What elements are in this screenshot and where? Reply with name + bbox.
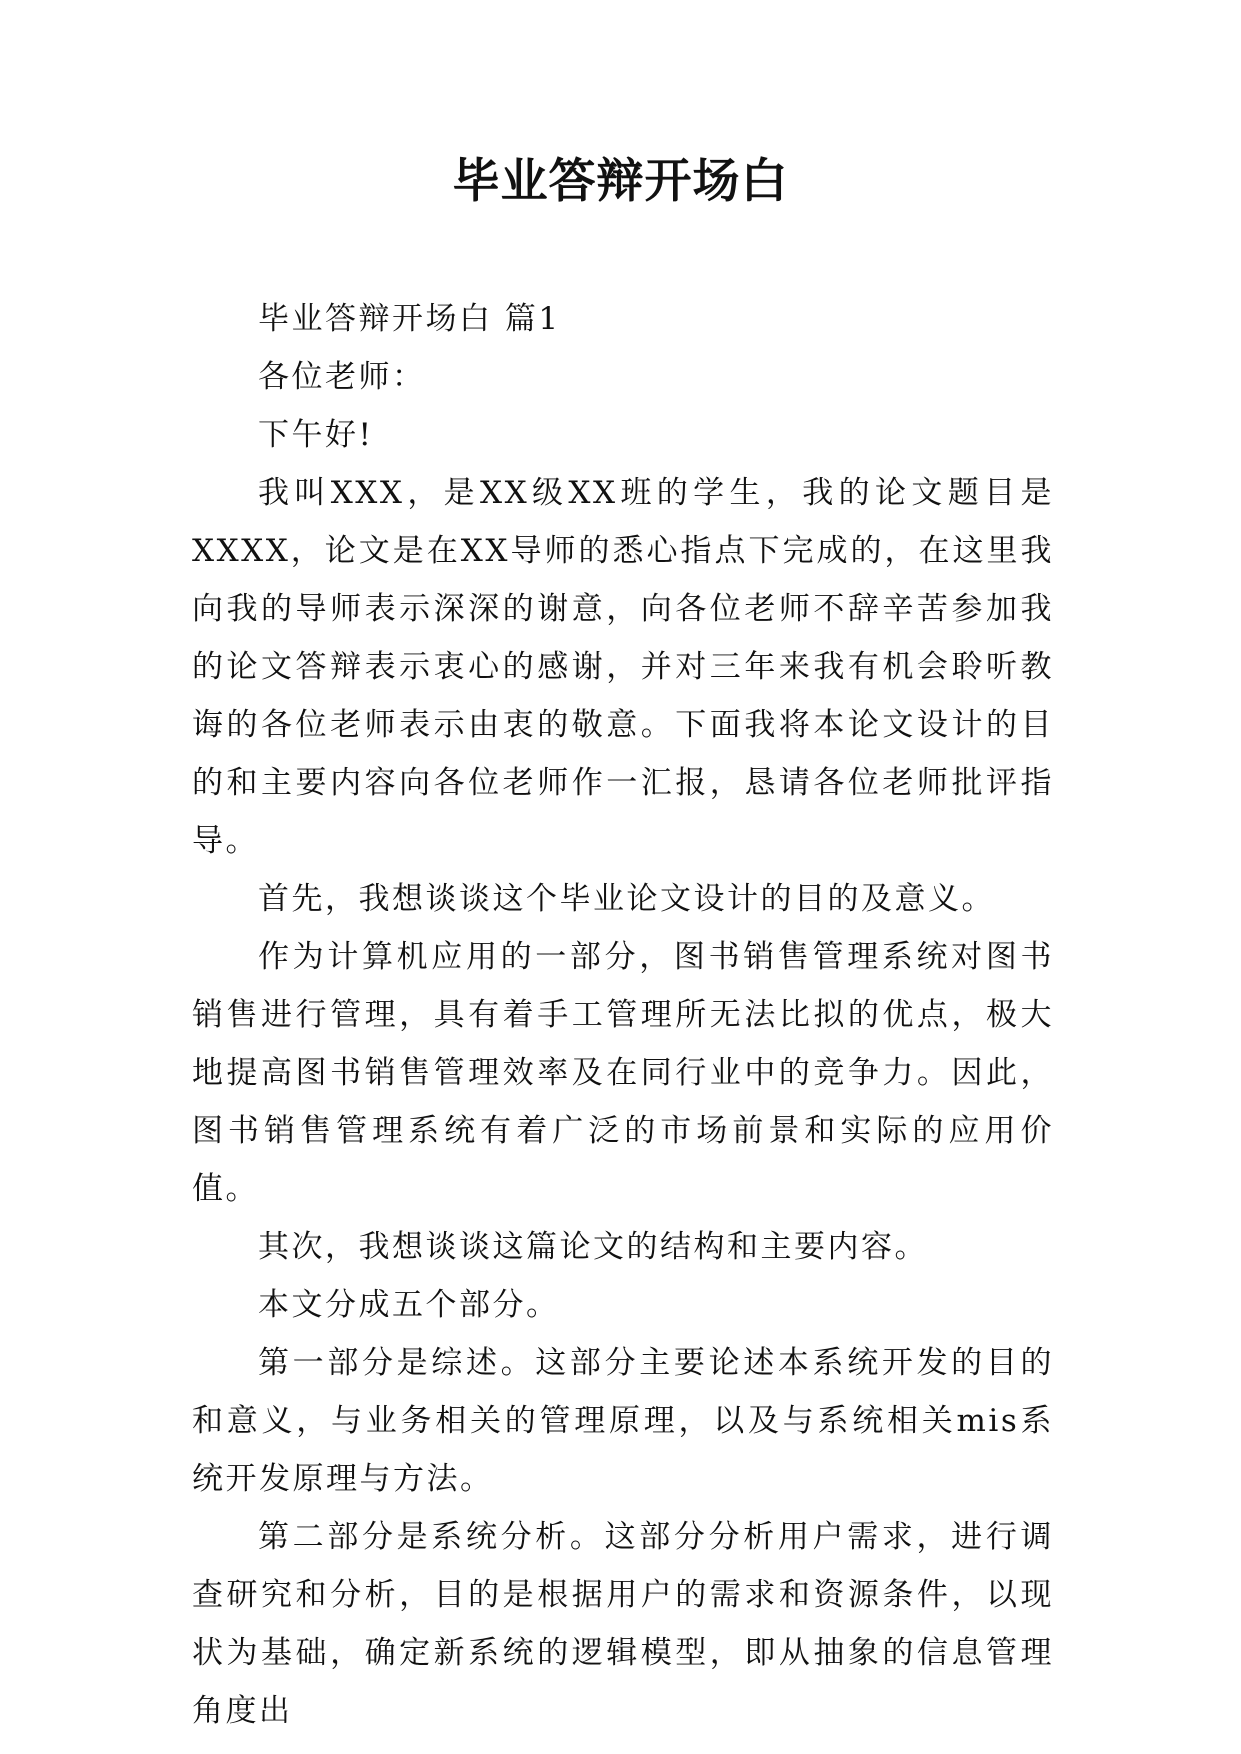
paragraph-structure-intro: 其次，我想谈谈这篇论文的结构和主要内容。 — [258, 1229, 928, 1265]
greeting: 下午好! — [258, 417, 374, 453]
paragraph-part-one: 第一部分是综述。这部分主要论述本系统开发的目的和意义，与业务相关的管理原理，以及与系统相关mis系统开发原理与方法。 — [192, 1345, 1054, 1497]
paragraph-purpose-intro: 首先，我想谈谈这个毕业论文设计的目的及意义。 — [258, 881, 995, 917]
paragraph-part-two: 第二部分是系统分析。这部分分析用户需求，进行调查研究和分析，目的是根据用户的需求和资源条件，以现状为基础，确定新系统的逻辑模型，即从抽象的信息管理角度出 — [192, 1519, 1054, 1729]
section-heading: 毕业答辩开场白 篇1 — [258, 301, 561, 337]
document-body — [192, 290, 1054, 1740]
document-title: 毕业答辩开场白 — [452, 154, 789, 209]
paragraph-purpose: 作为计算机应用的一部分，图书销售管理系统对图书销售进行管理，具有着手工管理所无法比拟的优点，极大地提高图书销售管理效率及在同行业中的竞争力。因此，图书销售管理系统有着广泛的市场前景和实际的应用价值。 — [192, 939, 1054, 1207]
salutation: 各位老师： — [258, 359, 426, 395]
paragraph-parts: 本文分成五个部分。 — [258, 1287, 560, 1323]
paragraph-introduction: 我叫XXX，是XX级XX班的学生，我的论文题目是XXXX，论文是在XX导师的悉心指点下完成的，在这里我向我的导师表示深深的谢意，向各位老师不辞辛苦参加我的论文答辩表示衷心的感谢，并对三年来我有机会聆听教诲的各位老师表示由衷的敬意。下面我将本论文设计的目的和主要内容向各位老师作一汇报，恳请各位老师批评指导。 — [192, 475, 1054, 859]
